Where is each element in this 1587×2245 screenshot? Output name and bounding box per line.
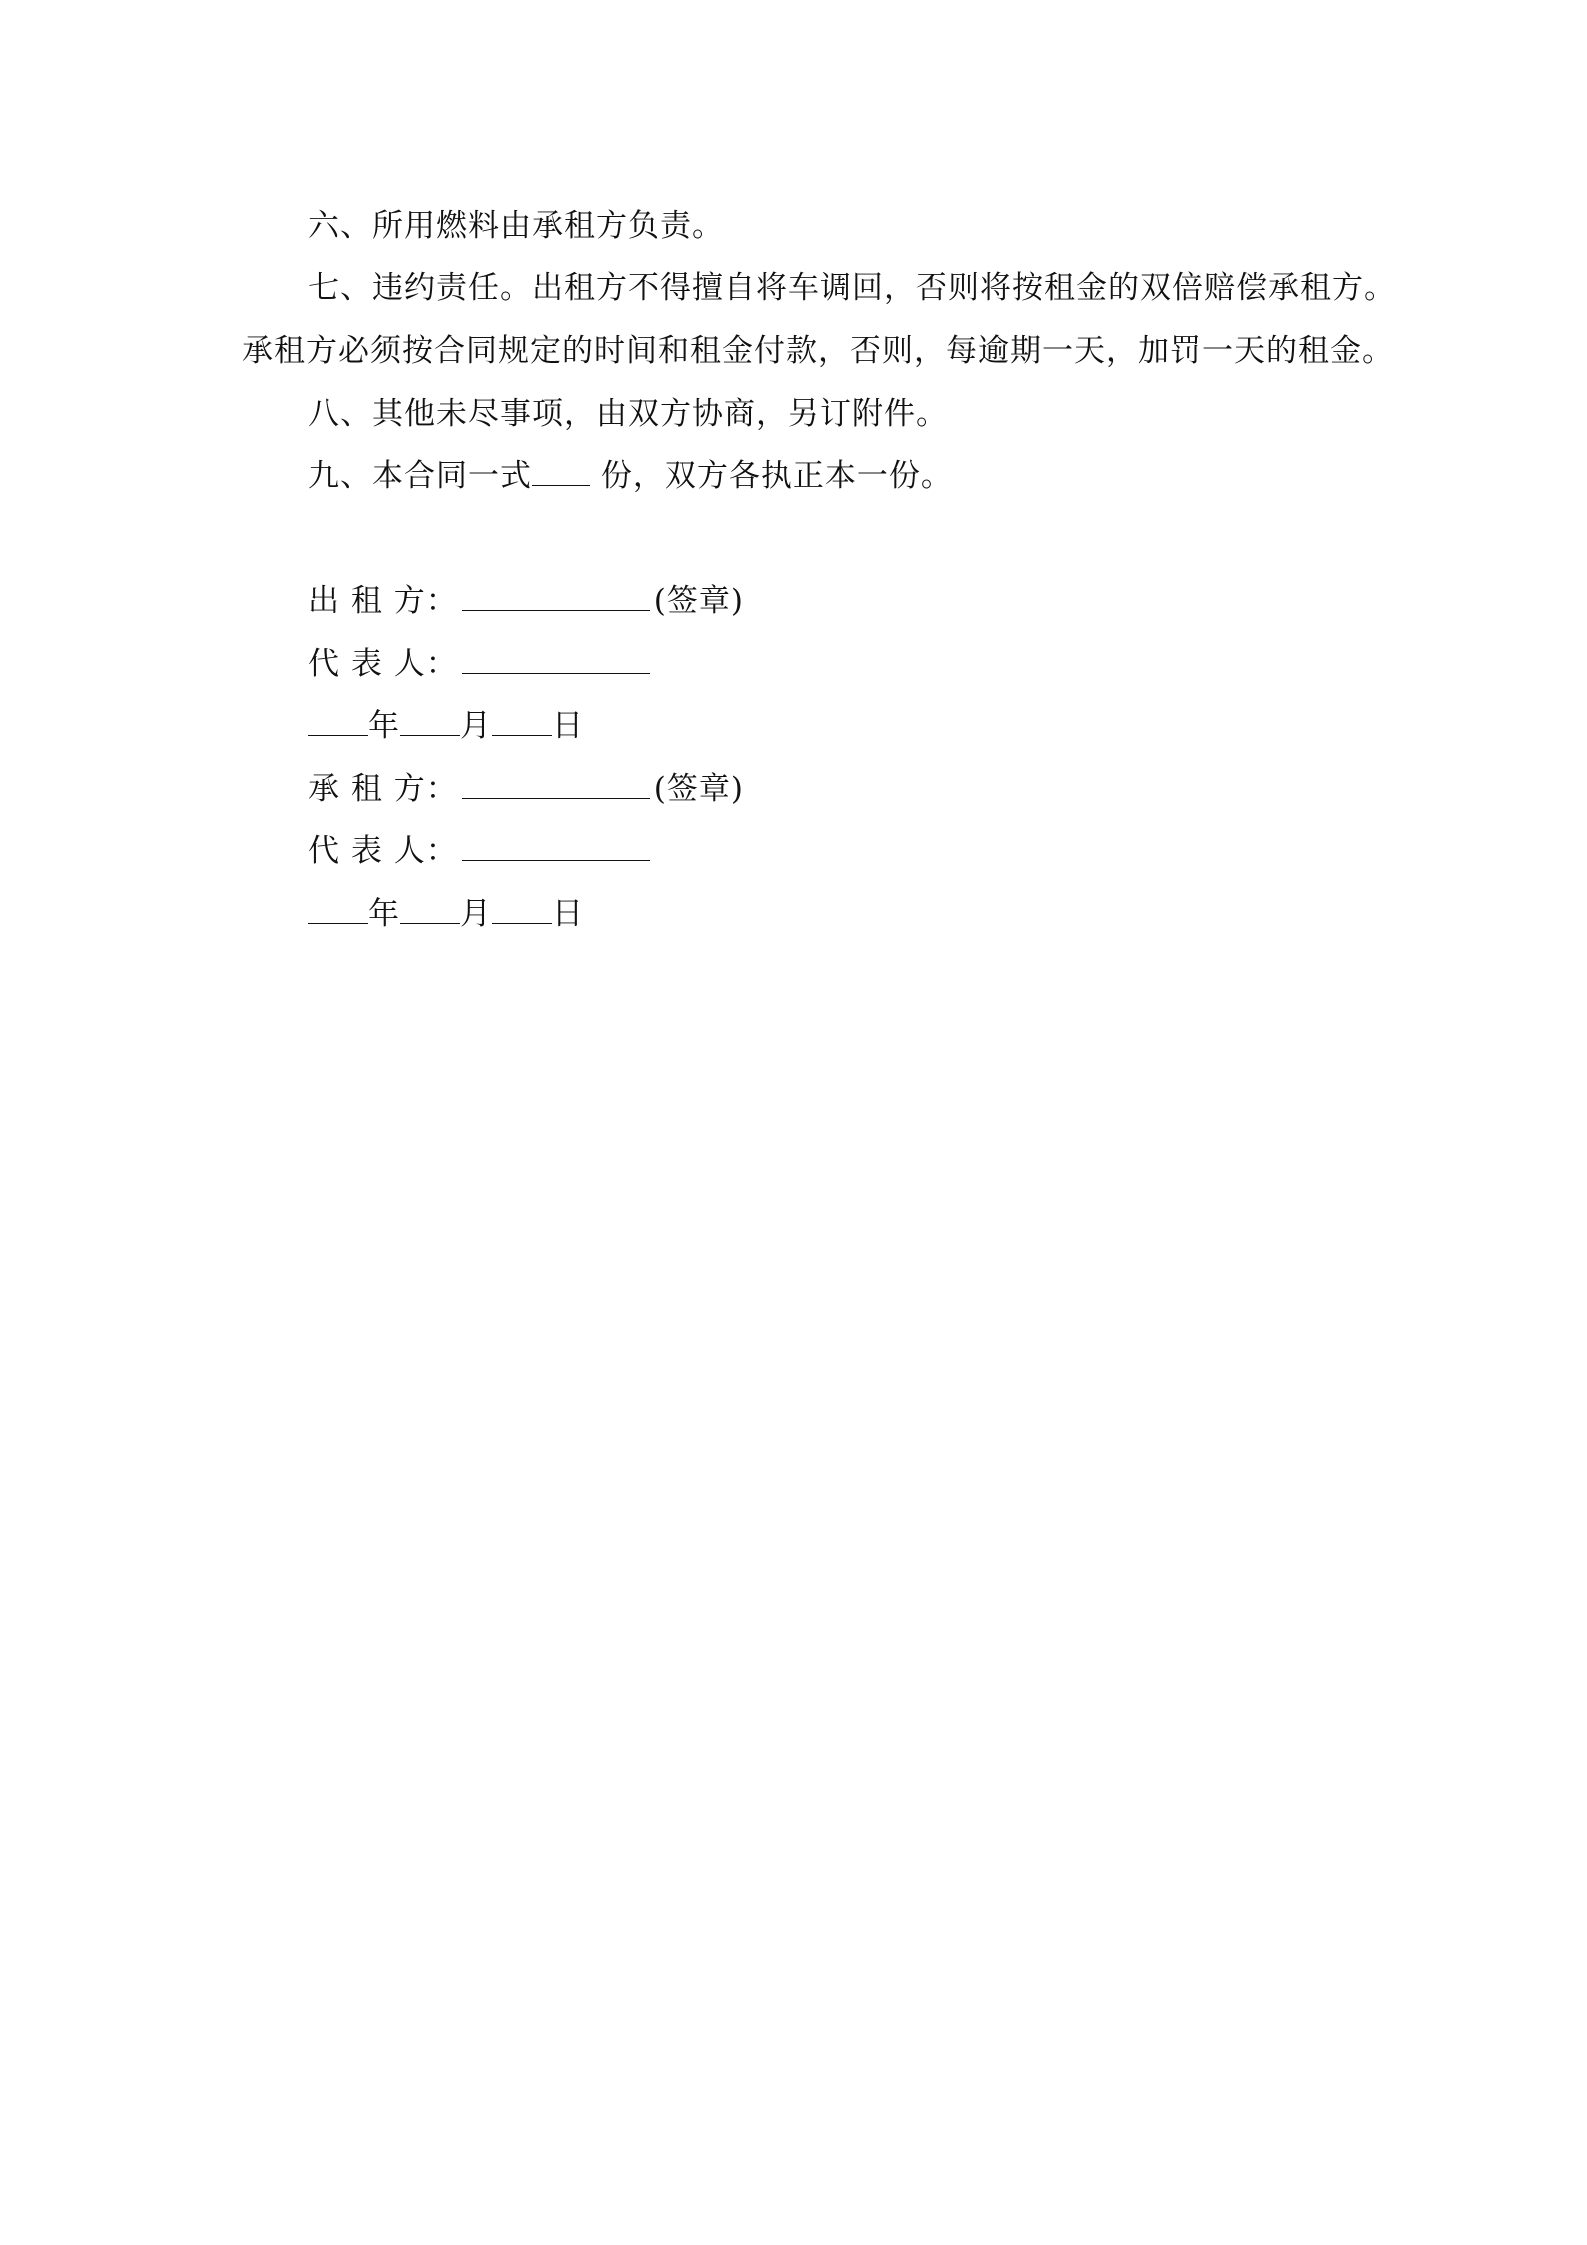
lessee-seal-note: (签章) bbox=[653, 771, 744, 807]
lessor-day-label: 日 bbox=[552, 708, 584, 744]
lessee-day-blank[interactable] bbox=[492, 895, 552, 924]
clause-eight: 八、其他未尽事项，由双方协商，另订附件。 bbox=[308, 396, 948, 432]
lessor-representative-label: 代 表 人： bbox=[308, 646, 458, 682]
lessor-year-blank[interactable] bbox=[308, 707, 368, 736]
lessee-month-blank[interactable] bbox=[400, 895, 460, 924]
copies-count-blank[interactable] bbox=[532, 457, 590, 486]
clause-nine bbox=[308, 456, 953, 496]
lessee-representative-label: 代 表 人： bbox=[308, 833, 458, 869]
lessee-representative-line bbox=[308, 831, 654, 871]
lessor-month-blank[interactable] bbox=[400, 707, 460, 736]
lessee-day-label: 日 bbox=[552, 896, 584, 932]
lessor-label: 出 租 方： bbox=[308, 583, 458, 619]
lessor-representative-blank[interactable] bbox=[462, 645, 650, 674]
clause-seven-line1: 七、违约责任。出租方不得擅自将车调回，否则将按租金的双倍赔偿承租方。 bbox=[308, 270, 1396, 306]
lessor-representative-line bbox=[308, 644, 654, 684]
lessor-signature-blank[interactable] bbox=[462, 582, 650, 611]
lessee-month-label: 月 bbox=[460, 896, 492, 932]
lessor-date-line bbox=[308, 706, 584, 746]
clause-nine-suffix: 份，双方各执正本一份。 bbox=[600, 458, 953, 494]
clause-six: 六、所用燃料由承租方负责。 bbox=[308, 208, 724, 244]
lessee-label: 承 租 方： bbox=[308, 771, 458, 807]
clause-nine-prefix: 九、本合同一式 bbox=[308, 458, 532, 494]
lessee-date-line bbox=[308, 894, 584, 934]
clause-seven-line2: 承租方必须按合同规定的时间和租金付款，否则，每逾期一天，加罚一天的租金。 bbox=[242, 333, 1394, 369]
lessee-year-blank[interactable] bbox=[308, 895, 368, 924]
lessee-year-label: 年 bbox=[368, 896, 400, 932]
lessee-signature-blank[interactable] bbox=[462, 770, 650, 799]
lessee-representative-blank[interactable] bbox=[462, 832, 650, 861]
lessee-signature-line bbox=[308, 769, 744, 809]
lessor-day-blank[interactable] bbox=[492, 707, 552, 736]
lessor-seal-note: (签章) bbox=[653, 583, 744, 619]
lessor-year-label: 年 bbox=[368, 708, 400, 744]
lessor-signature-line bbox=[308, 581, 744, 621]
lessor-month-label: 月 bbox=[460, 708, 492, 744]
